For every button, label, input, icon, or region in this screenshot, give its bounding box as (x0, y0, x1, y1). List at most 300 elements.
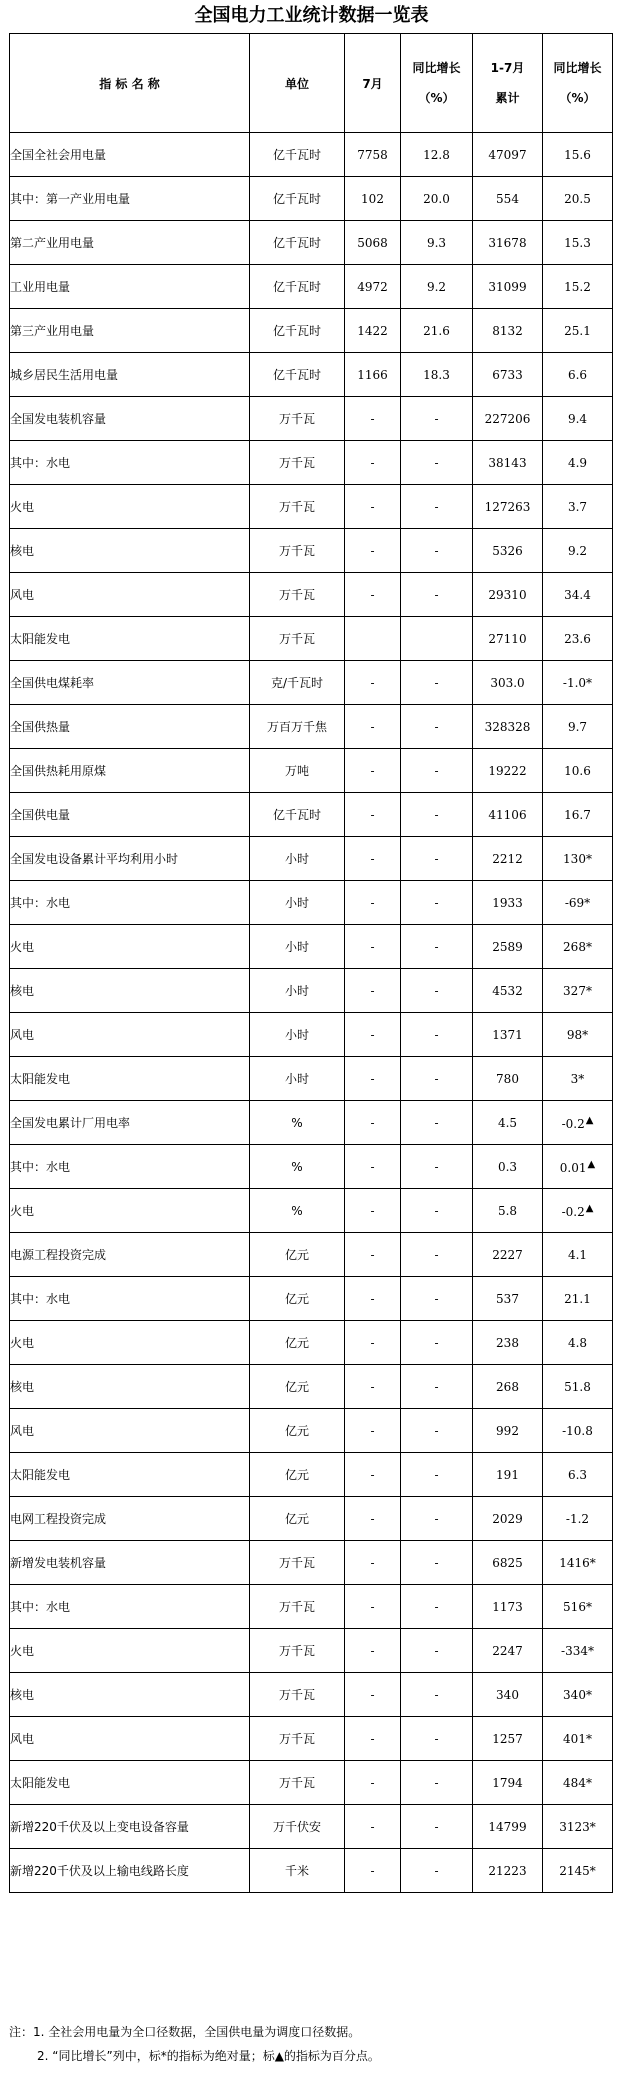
percentage-point-marker-icon: ▲ (585, 1202, 594, 1214)
unit-cell: 万千瓦 (250, 1585, 345, 1629)
cumulative-value-cell: 2212 (473, 837, 543, 881)
table-row (10, 177, 613, 221)
cumulative-value-cell: 38143 (473, 441, 543, 485)
cumulative-value-cell: 2029 (473, 1497, 543, 1541)
unit-cell: 万千瓦 (250, 485, 345, 529)
month-value-cell: 1422 (345, 309, 401, 353)
header-cumulative-yoy (543, 34, 613, 133)
unit-cell: 万千瓦 (250, 573, 345, 617)
unit-cell: 万千瓦 (250, 617, 345, 661)
table-row (10, 837, 613, 881)
indicator-name-cell: 第二产业用电量 (10, 221, 250, 265)
unit-cell: 小时 (250, 925, 345, 969)
cumulative-yoy-value: 51.8 (564, 1379, 591, 1394)
table-row (10, 1057, 613, 1101)
indicator-name-cell: 全国发电装机容量 (10, 397, 250, 441)
cumulative-yoy-value: 34.4 (564, 587, 591, 602)
header-cumulative-yoy-line2: （%） (559, 91, 596, 105)
indicator-name-cell: 全国供热耗用原煤 (10, 749, 250, 793)
month-value-cell: - (345, 969, 401, 1013)
cumulative-yoy-value: 9.4 (567, 411, 588, 426)
month-yoy-cell: - (401, 1277, 473, 1321)
table-row (10, 1409, 613, 1453)
indicator-name-cell: 其中：水电 (10, 1145, 250, 1189)
month-value-cell: - (345, 573, 401, 617)
table-row (10, 1497, 613, 1541)
cumulative-value-cell: 227206 (473, 397, 543, 441)
cumulative-value-cell: 21223 (473, 1849, 543, 1893)
cumulative-yoy-value: 9.7 (567, 719, 588, 734)
cumulative-yoy-cell (543, 1189, 613, 1233)
indicator-name-cell: 其中：水电 (10, 441, 250, 485)
indicator-name-cell: 电源工程投资完成 (10, 1233, 250, 1277)
cumulative-value-cell: 127263 (473, 485, 543, 529)
unit-cell: 万千瓦 (250, 1629, 345, 1673)
cumulative-yoy-value: 9.2 (567, 543, 588, 558)
cumulative-yoy-cell (543, 1453, 613, 1497)
month-value-cell: 102 (345, 177, 401, 221)
cumulative-value-cell: 6825 (473, 1541, 543, 1585)
unit-cell: 小时 (250, 837, 345, 881)
indicator-name-cell: 全国发电累计厂用电率 (10, 1101, 250, 1145)
month-yoy-cell: - (401, 441, 473, 485)
month-yoy-cell: - (401, 1057, 473, 1101)
cumulative-value-cell: 29310 (473, 573, 543, 617)
indicator-name-cell: 核电 (10, 1673, 250, 1717)
month-yoy-cell: 12.8 (401, 133, 473, 177)
month-value-cell: - (345, 1717, 401, 1761)
month-value-cell: - (345, 925, 401, 969)
month-yoy-cell: - (401, 485, 473, 529)
month-value-cell: 5068 (345, 221, 401, 265)
cumulative-yoy-value: 1416* (559, 1555, 596, 1570)
cumulative-yoy-cell (543, 1277, 613, 1321)
month-value-cell: - (345, 1409, 401, 1453)
cumulative-yoy-cell (543, 1541, 613, 1585)
month-value-cell: - (345, 1453, 401, 1497)
month-value-cell: - (345, 1277, 401, 1321)
table-row (10, 1761, 613, 1805)
unit-cell: 亿元 (250, 1453, 345, 1497)
indicator-name-cell: 全国供电量 (10, 793, 250, 837)
cumulative-yoy-value: 21.1 (564, 1291, 591, 1306)
cumulative-yoy-value: 516* (563, 1599, 592, 1614)
month-value-cell: - (345, 529, 401, 573)
indicator-name-cell: 新增220千伏及以上输电线路长度 (10, 1849, 250, 1893)
unit-cell: % (250, 1189, 345, 1233)
indicator-name-cell: 火电 (10, 925, 250, 969)
month-yoy-cell: - (401, 573, 473, 617)
cumulative-yoy-cell (543, 1805, 613, 1849)
table-row (10, 1541, 613, 1585)
indicator-name-cell: 新增220千伏及以上变电设备容量 (10, 1805, 250, 1849)
table-row (10, 1321, 613, 1365)
month-value-cell: - (345, 837, 401, 881)
cumulative-yoy-cell (543, 1585, 613, 1629)
cumulative-yoy-value: 3.7 (567, 499, 588, 514)
indicator-name-cell: 太阳能发电 (10, 1453, 250, 1497)
indicator-name-cell: 核电 (10, 969, 250, 1013)
cumulative-yoy-cell (543, 1057, 613, 1101)
table-row (10, 661, 613, 705)
cumulative-value-cell: 537 (473, 1277, 543, 1321)
month-yoy-cell (401, 617, 473, 661)
unit-cell: 万吨 (250, 749, 345, 793)
unit-cell: % (250, 1101, 345, 1145)
indicator-name-cell: 电网工程投资完成 (10, 1497, 250, 1541)
cumulative-yoy-cell (543, 617, 613, 661)
indicator-name-cell: 风电 (10, 1717, 250, 1761)
indicator-name-cell: 其中：水电 (10, 1585, 250, 1629)
table-row (10, 1849, 613, 1893)
table-row (10, 1145, 613, 1189)
cumulative-value-cell: 47097 (473, 133, 543, 177)
month-value-cell: - (345, 1145, 401, 1189)
cumulative-yoy-cell (543, 969, 613, 1013)
indicator-name-cell: 风电 (10, 1013, 250, 1057)
cumulative-value-cell: 4532 (473, 969, 543, 1013)
indicator-name-cell: 城乡居民生活用电量 (10, 353, 250, 397)
indicator-name-cell: 工业用电量 (10, 265, 250, 309)
month-yoy-cell: - (401, 1233, 473, 1277)
table-row (10, 1585, 613, 1629)
table-row (10, 1673, 613, 1717)
cumulative-yoy-cell (543, 1849, 613, 1893)
cumulative-value-cell: 5326 (473, 529, 543, 573)
month-yoy-cell: 20.0 (401, 177, 473, 221)
cumulative-yoy-cell (543, 1365, 613, 1409)
month-yoy-cell: - (401, 1409, 473, 1453)
cumulative-yoy-cell (543, 749, 613, 793)
month-yoy-cell: - (401, 1629, 473, 1673)
cumulative-yoy-value: 15.3 (564, 235, 591, 250)
cumulative-value-cell: 191 (473, 1453, 543, 1497)
table-row (10, 749, 613, 793)
cumulative-yoy-cell (543, 1101, 613, 1145)
cumulative-yoy-cell (543, 1717, 613, 1761)
header-month-yoy-line1: 同比增长 (412, 61, 461, 75)
cumulative-value-cell: 8132 (473, 309, 543, 353)
footnotes (9, 2020, 619, 2068)
indicator-name-cell: 核电 (10, 529, 250, 573)
month-yoy-cell: - (401, 1673, 473, 1717)
cumulative-yoy-value: 15.2 (564, 279, 591, 294)
cumulative-yoy-value: 484* (563, 1775, 592, 1790)
month-yoy-cell: - (401, 1541, 473, 1585)
indicator-name-cell: 全国供热量 (10, 705, 250, 749)
indicator-name-cell: 其中：水电 (10, 1277, 250, 1321)
cumulative-yoy-cell (543, 353, 613, 397)
month-value-cell: - (345, 1673, 401, 1717)
cumulative-yoy-value: -1.2 (565, 1511, 590, 1526)
unit-cell: 亿元 (250, 1277, 345, 1321)
cumulative-yoy-value: 268* (563, 939, 592, 954)
cumulative-yoy-value: -0.2 (561, 1116, 585, 1131)
unit-cell: 亿千瓦时 (250, 309, 345, 353)
indicator-name-cell: 火电 (10, 1189, 250, 1233)
cumulative-yoy-cell (543, 221, 613, 265)
cumulative-value-cell: 328328 (473, 705, 543, 749)
table-row (10, 309, 613, 353)
cumulative-yoy-cell (543, 881, 613, 925)
cumulative-value-cell: 340 (473, 1673, 543, 1717)
unit-cell: 万千瓦 (250, 1541, 345, 1585)
unit-cell: 小时 (250, 1013, 345, 1057)
cumulative-yoy-value: 4.8 (567, 1335, 588, 1350)
unit-cell: 亿千瓦时 (250, 353, 345, 397)
unit-cell: 亿元 (250, 1409, 345, 1453)
indicator-name-cell: 太阳能发电 (10, 1761, 250, 1805)
table-row (10, 1365, 613, 1409)
table-row (10, 1101, 613, 1145)
unit-cell: 万千瓦 (250, 529, 345, 573)
unit-cell: 亿元 (250, 1497, 345, 1541)
header-cumulative-yoy-line1: 同比增长 (553, 61, 602, 75)
unit-cell: 小时 (250, 1057, 345, 1101)
indicator-name-cell: 火电 (10, 1321, 250, 1365)
table-row (10, 1013, 613, 1057)
unit-cell: 亿千瓦时 (250, 133, 345, 177)
table-row (10, 573, 613, 617)
cumulative-value-cell: 2247 (473, 1629, 543, 1673)
cumulative-yoy-value: 3* (570, 1071, 585, 1086)
month-yoy-cell: - (401, 1585, 473, 1629)
header-cumulative-line2: 累计 (495, 91, 520, 105)
table-row (10, 617, 613, 661)
month-value-cell: - (345, 1233, 401, 1277)
unit-cell: 万千瓦 (250, 1673, 345, 1717)
month-value-cell: - (345, 1057, 401, 1101)
header-cumulative-line1: 1-7月 (490, 61, 525, 75)
indicator-name-cell: 火电 (10, 1629, 250, 1673)
cumulative-yoy-value: -10.8 (562, 1423, 593, 1438)
month-value-cell: - (345, 1189, 401, 1233)
header-unit: 单位 (250, 34, 345, 133)
cumulative-yoy-value: -334* (561, 1643, 594, 1658)
cumulative-yoy-cell (543, 529, 613, 573)
month-yoy-cell: - (401, 1717, 473, 1761)
unit-cell: 克/千瓦时 (250, 661, 345, 705)
cumulative-value-cell: 1371 (473, 1013, 543, 1057)
indicator-name-cell: 核电 (10, 1365, 250, 1409)
month-value-cell (345, 617, 401, 661)
unit-cell: 亿元 (250, 1233, 345, 1277)
cumulative-value-cell: 1794 (473, 1761, 543, 1805)
header-cumulative (473, 34, 543, 133)
indicator-name-cell: 新增发电装机容量 (10, 1541, 250, 1585)
cumulative-yoy-cell (543, 1761, 613, 1805)
unit-cell: 万千瓦 (250, 441, 345, 485)
indicator-name-cell: 太阳能发电 (10, 617, 250, 661)
month-value-cell: - (345, 661, 401, 705)
table-row (10, 1717, 613, 1761)
cumulative-value-cell: 31678 (473, 221, 543, 265)
cumulative-yoy-cell (543, 1629, 613, 1673)
cumulative-yoy-value: 4.9 (567, 455, 588, 470)
header-month-yoy-line2: （%） (418, 91, 455, 105)
month-yoy-cell: - (401, 749, 473, 793)
cumulative-yoy-value: -1.0* (562, 675, 593, 690)
cumulative-yoy-cell (543, 1497, 613, 1541)
cumulative-value-cell: 780 (473, 1057, 543, 1101)
table-row (10, 133, 613, 177)
month-yoy-cell: - (401, 1849, 473, 1893)
cumulative-value-cell: 14799 (473, 1805, 543, 1849)
unit-cell: 亿千瓦时 (250, 265, 345, 309)
cumulative-yoy-cell (543, 133, 613, 177)
table-row (10, 1805, 613, 1849)
unit-cell: 万千瓦 (250, 1761, 345, 1805)
indicator-name-cell: 其中：水电 (10, 881, 250, 925)
cumulative-yoy-cell (543, 1233, 613, 1277)
unit-cell: 亿千瓦时 (250, 221, 345, 265)
month-value-cell: - (345, 1365, 401, 1409)
cumulative-value-cell: 31099 (473, 265, 543, 309)
cumulative-yoy-value: 130* (563, 851, 592, 866)
month-yoy-cell: - (401, 1365, 473, 1409)
cumulative-yoy-cell (543, 1321, 613, 1365)
cumulative-value-cell: 41106 (473, 793, 543, 837)
cumulative-value-cell: 5.8 (473, 1189, 543, 1233)
percentage-point-marker-icon: ▲ (587, 1158, 596, 1170)
indicator-name-cell: 全国供电煤耗率 (10, 661, 250, 705)
unit-cell: 千米 (250, 1849, 345, 1893)
month-value-cell: - (345, 1761, 401, 1805)
cumulative-value-cell: 1933 (473, 881, 543, 925)
month-value-cell: - (345, 1849, 401, 1893)
table-row (10, 221, 613, 265)
month-value-cell: - (345, 1101, 401, 1145)
cumulative-value-cell: 27110 (473, 617, 543, 661)
cumulative-value-cell: 4.5 (473, 1101, 543, 1145)
header-month: 7月 (345, 34, 401, 133)
month-yoy-cell: - (401, 969, 473, 1013)
cumulative-yoy-value: 98* (566, 1027, 589, 1042)
indicator-name-cell: 风电 (10, 573, 250, 617)
cumulative-value-cell: 268 (473, 1365, 543, 1409)
cumulative-value-cell: 2589 (473, 925, 543, 969)
table-row (10, 529, 613, 573)
month-yoy-cell: 9.3 (401, 221, 473, 265)
month-value-cell: - (345, 1541, 401, 1585)
unit-cell: 万千瓦 (250, 1717, 345, 1761)
cumulative-yoy-value: 4.1 (567, 1247, 588, 1262)
cumulative-yoy-value: 0.01 (559, 1160, 587, 1175)
cumulative-yoy-cell (543, 793, 613, 837)
cumulative-yoy-cell (543, 925, 613, 969)
month-yoy-cell: - (401, 529, 473, 573)
cumulative-yoy-cell (543, 441, 613, 485)
table-row (10, 881, 613, 925)
cumulative-yoy-value: 6.6 (567, 367, 588, 382)
cumulative-yoy-cell (543, 661, 613, 705)
table-row (10, 265, 613, 309)
month-value-cell: - (345, 485, 401, 529)
cumulative-yoy-value: 10.6 (564, 763, 591, 778)
month-value-cell: - (345, 705, 401, 749)
table-row (10, 485, 613, 529)
cumulative-yoy-value: 25.1 (564, 323, 591, 338)
month-yoy-cell: - (401, 1761, 473, 1805)
cumulative-value-cell: 2227 (473, 1233, 543, 1277)
month-yoy-cell: - (401, 1805, 473, 1849)
indicator-name-cell: 第三产业用电量 (10, 309, 250, 353)
cumulative-yoy-value: 3123* (559, 1819, 596, 1834)
unit-cell: 万百万千焦 (250, 705, 345, 749)
cumulative-yoy-value: 340* (563, 1687, 592, 1702)
table-row (10, 397, 613, 441)
cumulative-yoy-value: 401* (563, 1731, 592, 1746)
month-value-cell: - (345, 881, 401, 925)
cumulative-yoy-value: 20.5 (564, 191, 591, 206)
cumulative-yoy-value: 327* (563, 983, 592, 998)
month-value-cell: - (345, 1321, 401, 1365)
table-row (10, 705, 613, 749)
cumulative-value-cell: 554 (473, 177, 543, 221)
month-yoy-cell: - (401, 1497, 473, 1541)
month-yoy-cell: - (401, 1321, 473, 1365)
table-row (10, 441, 613, 485)
unit-cell: 亿千瓦时 (250, 793, 345, 837)
indicator-name-cell: 全国发电设备累计平均利用小时 (10, 837, 250, 881)
cumulative-value-cell: 0.3 (473, 1145, 543, 1189)
table-header-row (10, 34, 613, 133)
month-value-cell: - (345, 441, 401, 485)
month-yoy-cell: 21.6 (401, 309, 473, 353)
month-yoy-cell: - (401, 397, 473, 441)
month-yoy-cell: - (401, 661, 473, 705)
month-yoy-cell: - (401, 705, 473, 749)
month-yoy-cell: 9.2 (401, 265, 473, 309)
cumulative-value-cell: 303.0 (473, 661, 543, 705)
cumulative-yoy-cell (543, 309, 613, 353)
footnote-1: 注：1. 全社会用电量为全口径数据，全国供电量为调度口径数据。 (9, 2025, 361, 2039)
month-yoy-cell: - (401, 925, 473, 969)
cumulative-yoy-cell (543, 265, 613, 309)
month-yoy-cell: - (401, 1145, 473, 1189)
month-value-cell: - (345, 1805, 401, 1849)
month-value-cell: - (345, 1013, 401, 1057)
month-yoy-cell: - (401, 1101, 473, 1145)
cumulative-yoy-cell (543, 177, 613, 221)
table-row (10, 793, 613, 837)
header-month-yoy (401, 34, 473, 133)
table-row (10, 969, 613, 1013)
table-row (10, 1277, 613, 1321)
indicator-name-cell: 火电 (10, 485, 250, 529)
table-row (10, 1453, 613, 1497)
cumulative-value-cell: 992 (473, 1409, 543, 1453)
table-row (10, 1629, 613, 1673)
cumulative-value-cell: 238 (473, 1321, 543, 1365)
cumulative-yoy-cell (543, 485, 613, 529)
indicator-name-cell: 风电 (10, 1409, 250, 1453)
unit-cell: 亿千瓦时 (250, 177, 345, 221)
cumulative-yoy-value: 6.3 (567, 1467, 588, 1482)
month-value-cell: - (345, 397, 401, 441)
cumulative-yoy-value: -0.2 (561, 1204, 585, 1219)
unit-cell: 小时 (250, 969, 345, 1013)
cumulative-yoy-cell (543, 1409, 613, 1453)
cumulative-yoy-cell (543, 705, 613, 749)
unit-cell: 万千瓦 (250, 397, 345, 441)
cumulative-value-cell: 1257 (473, 1717, 543, 1761)
cumulative-yoy-value: 15.6 (564, 147, 591, 162)
cumulative-value-cell: 19222 (473, 749, 543, 793)
cumulative-yoy-value: 23.6 (564, 631, 591, 646)
indicator-name-cell: 太阳能发电 (10, 1057, 250, 1101)
month-yoy-cell: - (401, 793, 473, 837)
